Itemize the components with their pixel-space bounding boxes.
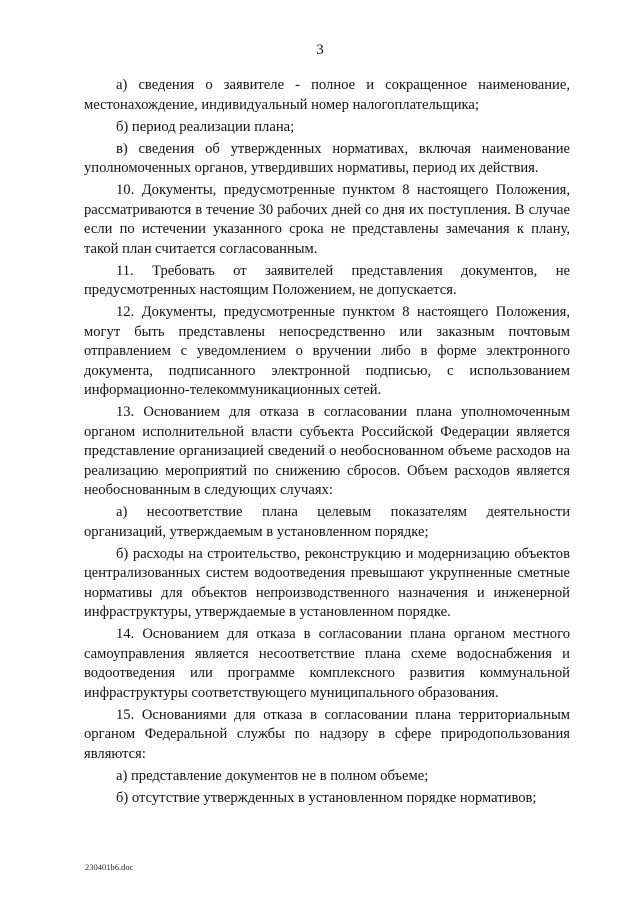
document-body (84, 76, 570, 811)
paragraph-13: 13. Основанием для отказа в согласовании плана уполномоченным органом исполнительной власти субъекта Российской Федерации является представление организацией сведений о необоснованном объеме расходов на реализацию мероприятий по снижению сбросов. Объем расходов является необоснованным в следующих случаях: (84, 404, 570, 498)
paragraph-10: 10. Документы, предусмотренные пунктом 8 настоящего Положения, рассматриваются в течение 30 рабочих дней со дня их поступления. В случае если по истечении указанного срока не представлены замечания к плану, такой план считается согласованным. (84, 182, 570, 257)
paragraph-15: 15. Основаниями для отказа в согласовании плана территориальным органом Федеральной службы по надзору в сфере природопользования являются: (84, 706, 570, 762)
paragraph-11: 11. Требовать от заявителей представления документов, не предусмотренных настоящим Положением, не допускается. (84, 262, 570, 298)
paragraph-13-item-a: а) несоответствие плана целевым показателям деятельности организаций, утверждаемым в установленном порядке; (84, 504, 570, 540)
paragraph-15-item-a: а) представление документов не в полном объеме; (116, 767, 429, 784)
paragraph-item-a-applicant-info: а) сведения о заявителе - полное и сокращенное наименование, местонахождение, индивидуальный номер налогоплательщика; (84, 77, 570, 113)
paragraph-12: 12. Документы, предусмотренные пунктом 8 настоящего Положения, могут быть представлены непосредственно или заказным почтовым отправлением с уведомлением о вручении либо в форме электронного документа, подписанного электронной подписью, с использованием информационно-телекоммуникационных сетей. (84, 304, 570, 398)
paragraph-item-b-plan-period: б) период реализации плана; (116, 118, 295, 135)
paragraph-13-item-b: б) расходы на строительство, реконструкцию и модернизацию объектов централизованных систем водоотведения превышают укрупненные сметные нормативы для объектов непроизводственного назначения и инженерной инфраструктуры, утверждаемые в установленном порядке. (84, 545, 570, 620)
paragraph-14: 14. Основанием для отказа в согласовании плана органом местного самоуправления является несоответствие плана схеме водоснабжения и водоотведения или программе комплексного развития коммунальной инфраструктуры соответствующего муниципального образования. (84, 626, 570, 701)
page-number: 3 (316, 42, 324, 58)
paragraph-item-v-approved-norms: в) сведения об утвержденных нормативах, включая наименование уполномоченных органов, утвердивших нормативы, период их действия. (84, 140, 570, 176)
document-footer-filename: 230401b6.doc (85, 862, 134, 872)
paragraph-15-item-b: б) отсутствие утвержденных в установленном порядке нормативов; (116, 789, 537, 806)
